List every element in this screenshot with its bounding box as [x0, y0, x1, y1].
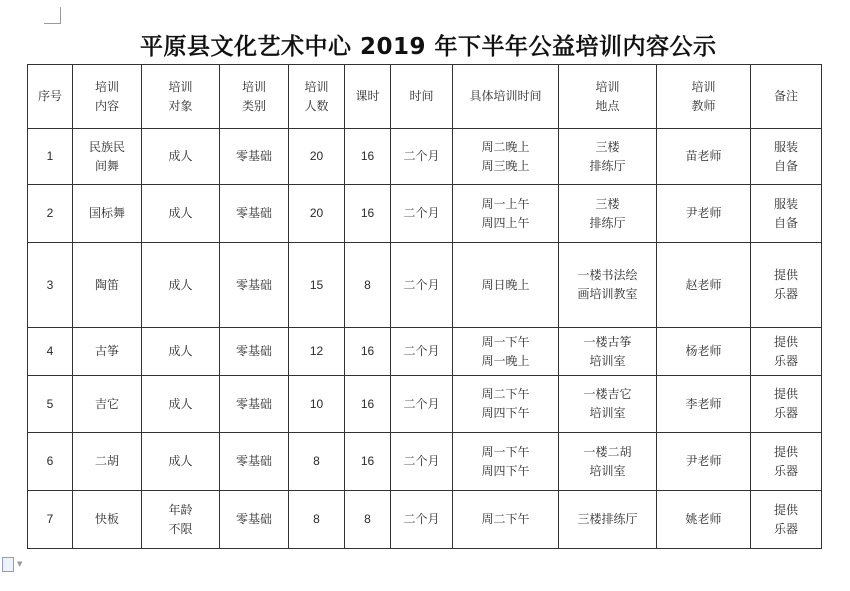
- table-cell: 国标舞: [73, 185, 142, 243]
- table-cell: 提供 乐器: [751, 376, 822, 433]
- table-cell: 成人: [142, 243, 220, 328]
- header-cell: 培训 内容: [73, 65, 142, 129]
- table-row: [28, 376, 822, 433]
- table-cell: 10: [289, 376, 345, 433]
- header-cell: 培训 类别: [220, 65, 289, 129]
- table-cell: 周一下午 周一晚上: [453, 328, 559, 376]
- table-cell: 提供 乐器: [751, 328, 822, 376]
- table-cell: 苗老师: [657, 129, 751, 185]
- table-cell: 8: [345, 491, 391, 549]
- table-cell: 二个月: [391, 129, 453, 185]
- table-cell: 杨老师: [657, 328, 751, 376]
- table-cell: 3: [28, 243, 73, 328]
- table-cell: 一楼书法绘 画培训教室: [559, 243, 657, 328]
- table-cell: 吉它: [73, 376, 142, 433]
- table-cell: 16: [345, 433, 391, 491]
- table-cell: 服装 自备: [751, 129, 822, 185]
- table-cell: 零基础: [220, 129, 289, 185]
- table-row: [28, 129, 822, 185]
- table-cell: 零基础: [220, 185, 289, 243]
- table-cell: 尹老师: [657, 185, 751, 243]
- header-cell: 备注: [751, 65, 822, 129]
- table-cell: 姚老师: [657, 491, 751, 549]
- table-cell: 成人: [142, 185, 220, 243]
- table-cell: 1: [28, 129, 73, 185]
- table-cell: 成人: [142, 433, 220, 491]
- table-cell: 成人: [142, 328, 220, 376]
- table-cell: 赵老师: [657, 243, 751, 328]
- table-cell: 一楼吉它 培训室: [559, 376, 657, 433]
- table-cell: 周二晚上 周三晚上: [453, 129, 559, 185]
- table-cell: 陶笛: [73, 243, 142, 328]
- table-cell: 三楼排练厅: [559, 491, 657, 549]
- header-cell: 培训 对象: [142, 65, 220, 129]
- table-header-row: [28, 65, 822, 129]
- table-cell: 16: [345, 185, 391, 243]
- table-cell: 6: [28, 433, 73, 491]
- table-cell: 三楼 排练厅: [559, 129, 657, 185]
- table-cell: 周二下午: [453, 491, 559, 549]
- page-corner-mark-icon: [44, 7, 61, 24]
- page-title: 平原县文化艺术中心 2019 年下半年公益培训内容公示: [140, 34, 717, 60]
- table-row: [28, 328, 822, 376]
- table-cell: 二个月: [391, 491, 453, 549]
- table-cell: 二个月: [391, 433, 453, 491]
- header-cell: 培训 人数: [289, 65, 345, 129]
- table-cell: 8: [345, 243, 391, 328]
- table-row: [28, 491, 822, 549]
- table-cell: 周日晚上: [453, 243, 559, 328]
- table-cell: 4: [28, 328, 73, 376]
- header-cell: 课时: [345, 65, 391, 129]
- table-cell: 提供 乐器: [751, 433, 822, 491]
- header-cell: 序号: [28, 65, 73, 129]
- table-cell: 16: [345, 376, 391, 433]
- header-cell: 具体培训时间: [453, 65, 559, 129]
- table-cell: 8: [289, 491, 345, 549]
- table-cell: 15: [289, 243, 345, 328]
- table-cell: 二个月: [391, 328, 453, 376]
- table-cell: 20: [289, 129, 345, 185]
- table-cell: 提供 乐器: [751, 243, 822, 328]
- table-row: [28, 433, 822, 491]
- table-cell: 16: [345, 328, 391, 376]
- table-cell: 一楼古筝 培训室: [559, 328, 657, 376]
- table-cell: 周一上午 周四上午: [453, 185, 559, 243]
- table-cell: 12: [289, 328, 345, 376]
- table-cell: 古筝: [73, 328, 142, 376]
- table-cell: 5: [28, 376, 73, 433]
- table-cell: 服装 自备: [751, 185, 822, 243]
- table-cell: 快板: [73, 491, 142, 549]
- table-cell: 尹老师: [657, 433, 751, 491]
- table-cell: 二个月: [391, 185, 453, 243]
- table-cell: 一楼二胡 培训室: [559, 433, 657, 491]
- course-table: [27, 64, 822, 549]
- table-cell: 零基础: [220, 243, 289, 328]
- table-cell: 零基础: [220, 433, 289, 491]
- table-cell: 年龄 不限: [142, 491, 220, 549]
- table-cell: 2: [28, 185, 73, 243]
- table-cell: 零基础: [220, 376, 289, 433]
- table-cell: 成人: [142, 129, 220, 185]
- table-cell: 8: [289, 433, 345, 491]
- table-cell: 提供 乐器: [751, 491, 822, 549]
- table-row: [28, 185, 822, 243]
- table-cell: 周一下午 周四下午: [453, 433, 559, 491]
- table-cell: 三楼 排练厅: [559, 185, 657, 243]
- header-cell: 培训 教师: [657, 65, 751, 129]
- document-page-icon[interactable]: [2, 557, 14, 572]
- table-cell: 李老师: [657, 376, 751, 433]
- table-cell: 零基础: [220, 328, 289, 376]
- table-cell: 16: [345, 129, 391, 185]
- table-cell: 周二下午 周四下午: [453, 376, 559, 433]
- header-cell: 培训 地点: [559, 65, 657, 129]
- table-row: [28, 243, 822, 328]
- table-cell: 零基础: [220, 491, 289, 549]
- chevron-down-icon[interactable]: ▼: [17, 560, 23, 568]
- table-cell: 民族民 间舞: [73, 129, 142, 185]
- table-cell: 二胡: [73, 433, 142, 491]
- table-cell: 7: [28, 491, 73, 549]
- header-cell: 时间: [391, 65, 453, 129]
- table-cell: 20: [289, 185, 345, 243]
- table-cell: 二个月: [391, 376, 453, 433]
- table-cell: 成人: [142, 376, 220, 433]
- table-cell: 二个月: [391, 243, 453, 328]
